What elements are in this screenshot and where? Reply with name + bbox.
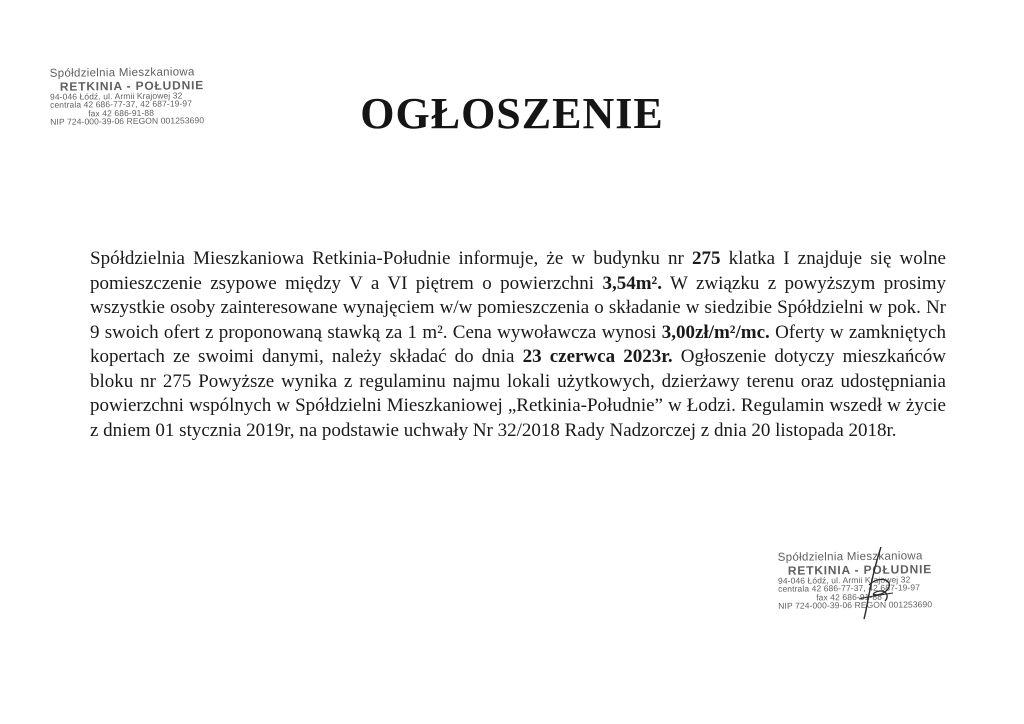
stamp-line-fax: fax 42 686-91-88 xyxy=(816,591,883,602)
stamp-line-name: Spółdzielnia Mieszkaniowa xyxy=(49,66,195,80)
stamp-line-subname: RETKINIA - POŁUDNIE xyxy=(59,77,205,94)
announcement-body xyxy=(90,247,946,443)
document-title: OGŁOSZENIE xyxy=(360,89,664,138)
stamp-line-address: 94-046 Łódź, ul. Armii Krajowej 32 xyxy=(49,89,183,102)
stamp-line-fax: fax 42 686-91-88 xyxy=(88,107,155,118)
stamp-line-ids: NIP 724-000-39-06 REGON 001253690 xyxy=(778,599,933,611)
body-text-1: Spółdzielnia Mieszkaniowa Retkinia-Południe informuje, że w budynku nr xyxy=(90,248,692,269)
stamp-line-name: Spółdzielnia Mieszkaniowa xyxy=(777,550,923,564)
stamp-line-phone: centrala 42 686-77-37, 42 687-19-97 xyxy=(778,582,921,594)
stamp-line-subname: RETKINIA - POŁUDNIE xyxy=(787,561,933,578)
stamp-line-phone: centrala 42 686-77-37, 42 687-19-97 xyxy=(50,98,193,110)
body-text-2: klatka I znajduje się wolne pomieszczenie zsypowe między V a VI piętrem o powierzchni xyxy=(90,248,946,294)
body-text-3: W związku z powyższym prosimy wszystkie osoby zainteresowane wynajęciem w/w pomieszczenia o składanie w siedzibie Spółdzielni w pok. Nr 9 swoich ofert z proponowaną stawką za 1 m². Cena wywoławcza wynosi xyxy=(90,272,947,343)
body-text-5: Ogłoszenie dotyczy mieszkańców bloku nr 275 Powyższe wynika z regulaminu najmu lokali użytkowych, dzierżawy terenu oraz udostępniania powierzchni wspólnych w Spółdzielni Mieszkaniowej „Retkinia-Południe” w Łodzi. Regulamin wszedł w życie z dniem 01 stycznia 2019r, na podstawie uchwały Nr 32/2018 Rady Nadzorczej z dnia 20 listopada 2018r. xyxy=(90,346,946,441)
stamp-line-address: 94-046 Łódź, ul. Armii Krajowej 32 xyxy=(777,573,911,586)
stamp-line-ids: NIP 724-000-39-06 REGON 001253690 xyxy=(50,115,205,127)
deadline-date: 23 czerwca 2023r. xyxy=(522,346,673,367)
starting-price: 3,00zł/m²/mc. xyxy=(661,321,770,343)
handwritten-signature xyxy=(845,543,905,623)
building-number: 275 xyxy=(692,248,721,269)
body-text-4: Oferty w zamkniętych kopertach ze swoimi danymi, należy składać do dnia xyxy=(90,321,946,367)
room-area: 3,54m². xyxy=(602,272,662,294)
